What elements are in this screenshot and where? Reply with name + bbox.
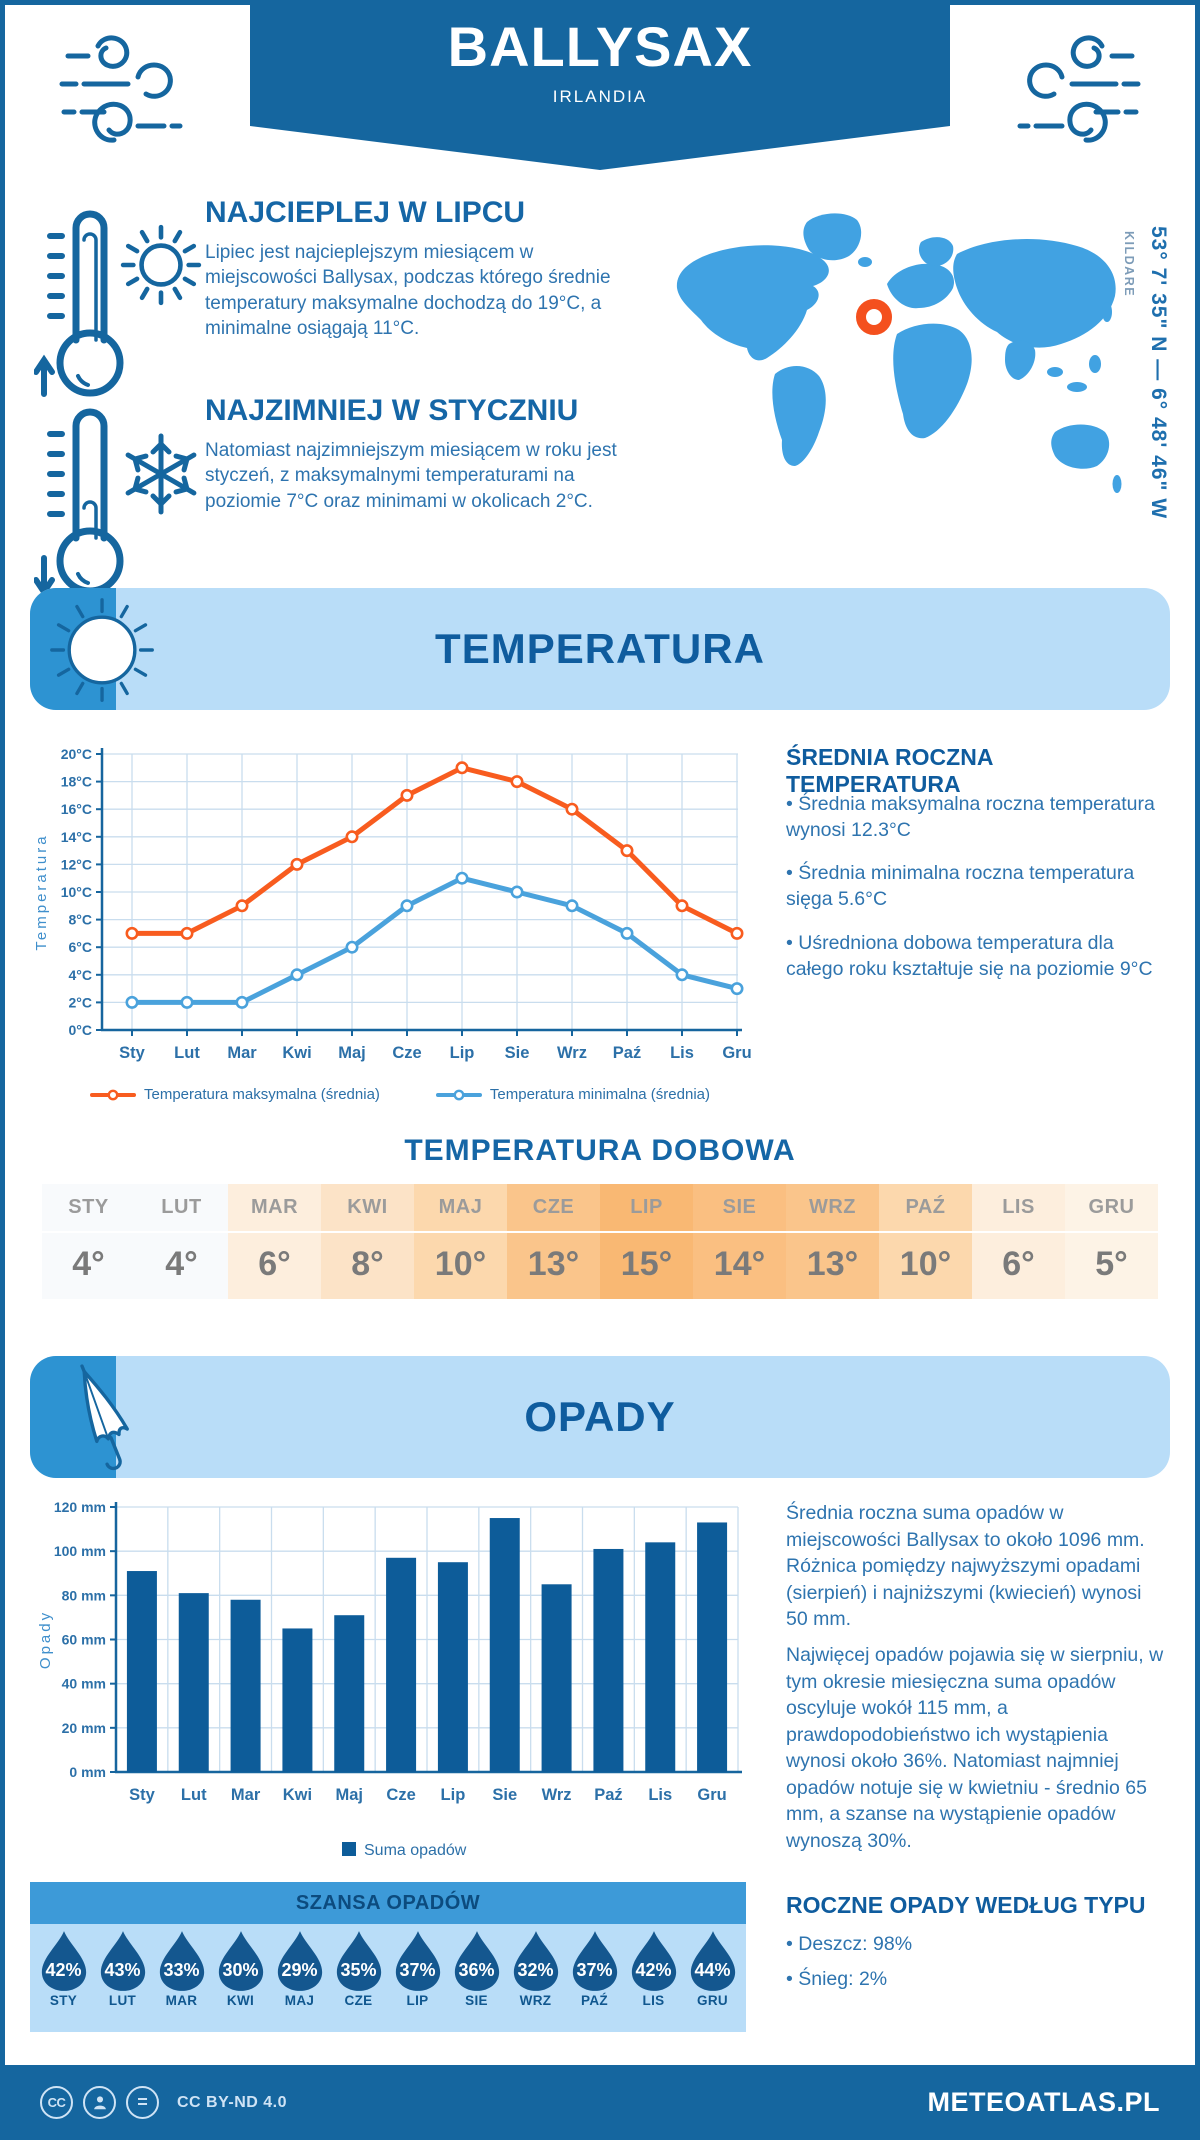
chance-percent: 33% — [163, 1960, 200, 1980]
svg-text:Lut: Lut — [174, 1044, 200, 1062]
chance-month: MAJ — [284, 1993, 315, 2008]
page-border-left — [0, 0, 5, 2140]
warmest-title: NAJCIEPLEJ W LIPCU — [205, 196, 526, 229]
precipitation-chance-droplets — [30, 1924, 746, 2032]
chance-droplet — [565, 1930, 624, 2032]
svg-text:Suma opadów: Suma opadów — [364, 1842, 467, 1859]
sun-icon — [118, 222, 204, 308]
annual-temperature-bullet: • Średnia maksymalna roczna temperatura wynosi 12.3°C — [786, 793, 1155, 841]
chance-month: KWI — [226, 1993, 255, 2008]
precipitation-chance-panel — [30, 1924, 746, 2032]
world-map — [655, 192, 1133, 537]
precipitation-type-bullet: • Deszcz: 98% — [786, 1933, 913, 1955]
daily-temp-value: 15° — [620, 1245, 673, 1283]
daily-temperature-heading: TEMPERATURA DOBOWA — [404, 1134, 796, 1167]
daily-temp-month: LIP — [600, 1184, 693, 1233]
legend-item — [90, 1086, 380, 1103]
location-marker — [861, 304, 887, 330]
daily-temp-value: 14° — [713, 1245, 766, 1283]
daily-temp-column — [972, 1184, 1065, 1299]
chance-month: PAŹ — [581, 1993, 608, 2008]
precipitation-paragraph: Najwięcej opadów pojawia się w sierpniu, w tym okresie miesięczna suma opadów oscyluje wokół 115 mm, a prawdopodobieństwo ich wystąpienia wynosi około 36%. Natomiast najmniej opadów notuje się w kwietniu - średnio 65 mm, a szanse na wystąpienie opadów wynoszą 30%. — [786, 1644, 1164, 1852]
chance-month: SIE — [465, 1993, 488, 2008]
svg-text:10°C: 10°C — [60, 884, 92, 900]
svg-text:Lis: Lis — [670, 1044, 694, 1062]
svg-text:12°C: 12°C — [60, 856, 92, 873]
chance-month: MAR — [165, 1993, 198, 2008]
daily-temp-month: LUT — [135, 1184, 228, 1233]
footer-bar — [0, 2065, 1200, 2140]
chance-droplet — [624, 1930, 683, 2032]
chance-percent: 42% — [635, 1960, 672, 1980]
page-title: BALLYSAX — [447, 15, 753, 78]
page-subtitle: IRLANDIA — [552, 87, 648, 106]
wind-icon — [1013, 22, 1148, 152]
warmest-text: Lipiec jest najcieplejszym miesiącem w miejscowości Ballysax, podczas którego średnie temperatury maksymalne dochodzą do 19°C, a minimalne osiągają 11°C. — [205, 242, 611, 340]
chance-droplet — [506, 1930, 565, 2032]
daily-temp-value: 6° — [258, 1245, 291, 1283]
daily-temp-column — [414, 1184, 507, 1299]
chance-droplet — [34, 1930, 93, 2032]
daily-temp-column — [507, 1184, 600, 1299]
chance-droplet — [270, 1930, 329, 2032]
chance-droplet — [211, 1930, 270, 2032]
chance-month: LUT — [108, 1993, 137, 2008]
daily-temp-month: LIS — [972, 1184, 1065, 1233]
brand-label: METEOATLAS.PL — [927, 2087, 1160, 2117]
svg-text:Wrz: Wrz — [557, 1044, 587, 1062]
header-banner-point — [250, 126, 950, 170]
chance-droplet — [93, 1930, 152, 2032]
svg-text:4°C: 4°C — [68, 966, 92, 983]
svg-text:Gru: Gru — [697, 1786, 727, 1804]
daily-temp-month: MAR — [228, 1184, 321, 1233]
daily-temp-value: 10° — [434, 1245, 487, 1283]
chance-month: CZE — [344, 1993, 373, 2008]
svg-text:Maj: Maj — [335, 1786, 364, 1804]
daily-temp-column — [1065, 1184, 1158, 1299]
location-region: KILDARE — [1122, 231, 1136, 298]
svg-text:Lip: Lip — [449, 1044, 475, 1062]
chance-droplet — [152, 1930, 211, 2032]
svg-text:14°C: 14°C — [60, 828, 92, 845]
legend-item — [436, 1086, 710, 1103]
daily-temp-month: PAŹ — [879, 1184, 972, 1233]
legend-line-icon — [436, 1089, 482, 1101]
daily-temp-month: WRZ — [786, 1184, 879, 1233]
cc-icon: CC — [40, 2086, 73, 2119]
svg-text:100 mm: 100 mm — [53, 1543, 106, 1560]
daily-temp-value: 4° — [165, 1245, 198, 1283]
svg-text:Lis: Lis — [648, 1786, 673, 1804]
svg-text:120 mm: 120 mm — [53, 1499, 106, 1515]
chance-percent: 36% — [458, 1960, 495, 1980]
chance-month: LIS — [642, 1993, 665, 2008]
svg-text:Paź: Paź — [612, 1044, 642, 1062]
svg-text:20°C: 20°C — [60, 746, 92, 762]
temperature-line-chart — [30, 742, 770, 1072]
svg-text:Sie: Sie — [504, 1044, 530, 1062]
svg-text:Paź: Paź — [594, 1786, 623, 1804]
daily-temp-month: KWI — [321, 1184, 414, 1233]
svg-text:0°C: 0°C — [68, 1022, 92, 1038]
daily-temp-month: STY — [42, 1184, 135, 1233]
chance-droplet — [388, 1930, 447, 2032]
svg-text:Temperatura: Temperatura — [33, 833, 50, 951]
svg-text:20 mm: 20 mm — [61, 1719, 106, 1736]
location-coordinates: 53° 7' 35" N — 6° 48' 46" W — [1147, 226, 1170, 520]
svg-text:Opady: Opady — [37, 1609, 54, 1670]
svg-text:Kwi: Kwi — [282, 1786, 313, 1804]
svg-text:Wrz: Wrz — [541, 1786, 572, 1804]
daily-temp-value: 5° — [1095, 1245, 1128, 1283]
daily-temp-column — [321, 1184, 414, 1299]
svg-text:6°C: 6°C — [68, 939, 92, 956]
chance-percent: 37% — [576, 1960, 613, 1980]
svg-text:Lip: Lip — [440, 1786, 466, 1804]
svg-text:18°C: 18°C — [60, 773, 92, 790]
chance-percent: 42% — [45, 1960, 82, 1980]
annual-temperature-bullet: • Uśredniona dobowa temperatura dla całego roku kształtuje się na poziomie 9°C — [786, 931, 1153, 980]
attribution-person-icon — [83, 2086, 116, 2119]
svg-text:Sie: Sie — [492, 1786, 518, 1804]
chance-percent: 32% — [517, 1960, 554, 1980]
chance-droplet — [447, 1930, 506, 2032]
chance-month: STY — [49, 1993, 78, 2008]
chance-droplet — [329, 1930, 388, 2032]
annual-temperature-heading: ŚREDNIA ROCZNA TEMPERATURA — [786, 744, 993, 797]
svg-text:Kwi: Kwi — [282, 1044, 312, 1062]
svg-text:2°C: 2°C — [68, 994, 92, 1011]
daily-temp-month: SIE — [693, 1184, 786, 1233]
chance-droplet — [683, 1930, 742, 2032]
daily-temp-column — [600, 1184, 693, 1299]
legend-label: Temperatura maksymalna (średnia) — [143, 1086, 380, 1103]
precipitation-by-type-heading: ROCZNE OPADY WEDŁUG TYPU — [786, 1892, 1146, 1918]
precipitation-by-type-bullets — [786, 1932, 1166, 2001]
legend-label: Temperatura minimalna (średnia) — [489, 1086, 710, 1103]
svg-text:8°C: 8°C — [68, 911, 92, 928]
precipitation-paragraph: Średnia roczna suma opadów w miejscowości Ballysax to około 1096 mm. Różnica pomiędzy najwyższymi opadami (sierpień) i najniższymi (kwiecień) wynosi 50 mm. — [786, 1502, 1145, 1631]
daily-temp-column — [693, 1184, 786, 1299]
svg-text:40 mm: 40 mm — [61, 1675, 106, 1692]
svg-text:Cze: Cze — [392, 1044, 422, 1062]
daily-temp-month: GRU — [1065, 1184, 1158, 1233]
chance-percent: 44% — [694, 1960, 731, 1980]
daily-temp-value: 13° — [806, 1245, 859, 1283]
precipitation-bar-chart — [30, 1492, 770, 1870]
no-derivatives-icon: = — [126, 2086, 159, 2119]
precipitation-type-bullet: • Śnieg: 2% — [786, 1967, 888, 1990]
chance-percent: 37% — [399, 1960, 436, 1980]
daily-temp-value: 8° — [351, 1245, 384, 1283]
license-label: CC BY-ND 4.0 — [177, 2093, 288, 2111]
wind-icon — [52, 22, 187, 152]
daily-temp-value: 6° — [1002, 1245, 1035, 1283]
annual-temperature-bullets — [786, 792, 1166, 1000]
daily-temp-column — [786, 1184, 879, 1299]
daily-temp-column — [879, 1184, 972, 1299]
svg-text:Mar: Mar — [227, 1044, 257, 1062]
snowflake-icon — [118, 428, 204, 520]
daily-temp-value: 10° — [899, 1245, 952, 1283]
header-banner — [250, 0, 950, 126]
svg-text:Mar: Mar — [230, 1786, 261, 1804]
chance-month: LIP — [406, 1993, 429, 2008]
precipitation-section-banner — [30, 1356, 1170, 1478]
daily-temp-month: CZE — [507, 1184, 600, 1233]
svg-text:Sty: Sty — [119, 1044, 145, 1062]
svg-text:Cze: Cze — [386, 1786, 416, 1804]
svg-text:Sty: Sty — [129, 1786, 155, 1804]
temperature-section-title: TEMPERATURA — [435, 625, 765, 672]
coldest-title: NAJZIMNIEJ W STYCZNIU — [205, 394, 579, 427]
daily-temp-column — [228, 1184, 321, 1299]
svg-text:16°C: 16°C — [60, 801, 92, 818]
legend-line-icon — [90, 1089, 136, 1101]
coldest-text: Natomiast najzimniejszym miesiącem w roku jest styczeń, z maksymalnymi temperaturami na poziomie 7°C oraz minimami w okolicach 2°C. — [205, 440, 617, 512]
daily-temp-value: 4° — [72, 1245, 105, 1283]
chance-percent: 30% — [222, 1960, 259, 1980]
temperature-section-banner — [30, 588, 1170, 710]
daily-temp-column — [135, 1184, 228, 1299]
svg-text:Maj: Maj — [338, 1044, 366, 1062]
daily-temp-value: 13° — [527, 1245, 580, 1283]
chance-month: GRU — [697, 1993, 728, 2008]
svg-text:80 mm: 80 mm — [61, 1587, 106, 1604]
annual-temperature-bullet: • Średnia minimalna roczna temperatura sięga 5.6°C — [786, 862, 1135, 911]
chance-percent: 43% — [104, 1960, 141, 1980]
page-border-right — [1195, 0, 1200, 2140]
temperature-chart-legend — [80, 1086, 720, 1103]
daily-temperature-table — [42, 1184, 1158, 1299]
svg-text:Gru: Gru — [722, 1044, 752, 1062]
daily-temp-column — [42, 1184, 135, 1299]
svg-text:60 mm: 60 mm — [61, 1631, 106, 1648]
chance-percent: 29% — [281, 1960, 318, 1980]
svg-text:0 mm: 0 mm — [69, 1764, 106, 1780]
precipitation-section-title: OPADY — [524, 1393, 676, 1440]
chance-month: WRZ — [519, 1993, 552, 2008]
daily-temp-month: MAJ — [414, 1184, 507, 1233]
chance-percent: 35% — [340, 1960, 377, 1980]
precipitation-chance-heading: SZANSA OPADÓW — [30, 1882, 746, 1924]
svg-text:Lut: Lut — [180, 1786, 207, 1804]
